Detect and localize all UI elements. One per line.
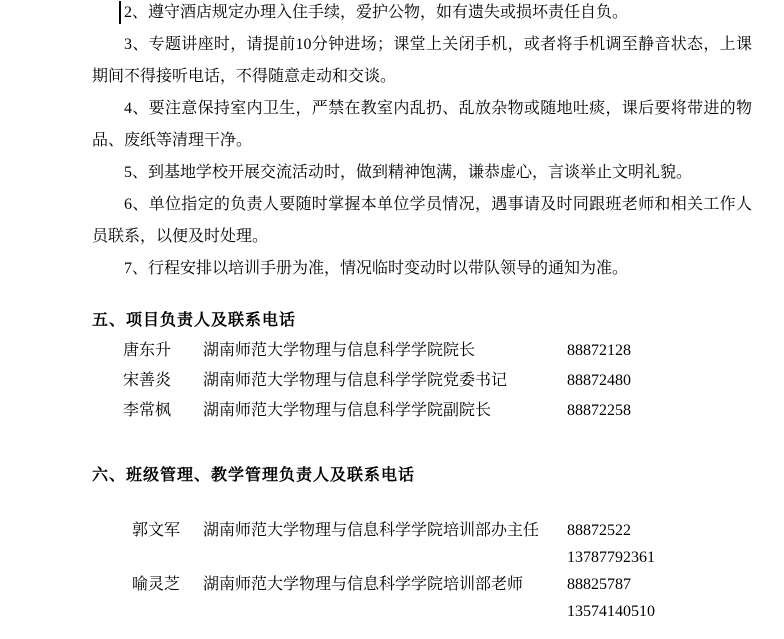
section5-heading: 五、项目负责人及联系电话 xyxy=(92,312,297,329)
rule-item-7: 7、行程安排以培训手册为准，情况临时变动时以带队领导的通知为准。 xyxy=(124,260,629,277)
contact-title: 湖南师范大学物理与信息科学学院党委书记 xyxy=(203,372,508,389)
contact-phone-list xyxy=(567,571,655,625)
contact-phone-list xyxy=(567,517,655,571)
contact-title: 湖南师范大学物理与信息科学学院院长 xyxy=(203,342,476,359)
contact-phone: 88872522 xyxy=(567,522,631,539)
contact-name: 宋善炎 xyxy=(123,372,172,389)
section6-contact-table xyxy=(92,517,752,625)
contact-phone: 88872258 xyxy=(567,402,631,419)
contact-phone: 88872128 xyxy=(567,342,631,359)
contact-phone: 88872480 xyxy=(567,372,631,389)
contact-name: 喻灵芝 xyxy=(132,576,181,593)
contact-row xyxy=(92,517,752,571)
rule-item-2: 2、遵守酒店规定办理入住手续，爱护公物，如有遗失或损坏责任自负。 xyxy=(124,4,629,21)
rule-item-4: 4、要注意保持室内卫生，严禁在教室内乱扔、乱放杂物或随地吐痰，课后要将带进的物品、废纸等清理干净。 xyxy=(92,100,752,149)
rules-list xyxy=(92,0,752,285)
rule-item-6: 6、单位指定的负责人要随时掌握本单位学员情况，遇事请及时同跟班老师和相关工作人员联系，以便及时处理。 xyxy=(92,196,752,245)
contact-row xyxy=(92,396,752,426)
contact-row xyxy=(92,366,752,396)
contact-row xyxy=(92,336,752,366)
contact-name: 唐东升 xyxy=(123,342,172,359)
contact-name: 李常枫 xyxy=(123,402,172,419)
text-cursor xyxy=(119,1,121,24)
contact-row xyxy=(92,571,752,625)
section5-contact-table xyxy=(92,336,752,426)
contact-title: 湖南师范大学物理与信息科学学院培训部办主任 xyxy=(203,522,540,539)
rule-item-5: 5、到基地学校开展交流活动时，做到精神饱满，谦恭虚心，言谈举止文明礼貌。 xyxy=(124,164,693,181)
contact-phone: 88825787 xyxy=(567,576,631,593)
contact-phone-mobile: 13574140510 xyxy=(567,603,655,620)
contact-title: 湖南师范大学物理与信息科学学院培训部老师 xyxy=(203,576,524,593)
contact-phone-mobile: 13787792361 xyxy=(567,549,655,566)
contact-name: 郭文军 xyxy=(132,522,181,539)
rule-item-3: 3、专题讲座时，请提前10分钟进场；课堂上关闭手机，或者将手机调至静音状态，上课期间不得接听电话，不得随意走动和交谈。 xyxy=(92,36,752,85)
contact-title: 湖南师范大学物理与信息科学学院副院长 xyxy=(203,402,492,419)
section6-heading: 六、班级管理、教学管理负责人及联系电话 xyxy=(92,467,416,484)
